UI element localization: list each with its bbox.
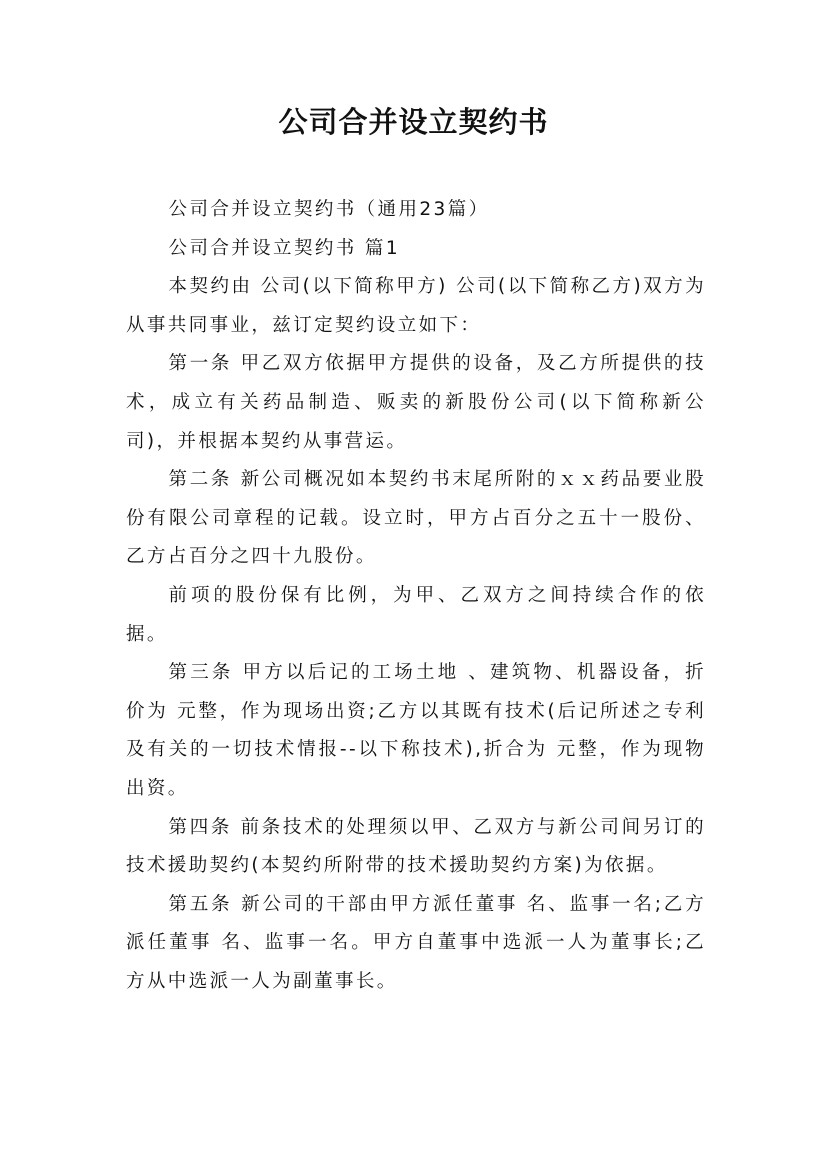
article-4-paragraph: 第四条 前条技术的处理须以甲、乙双方与新公司间另订的技术援助契约(本契约所附带的技术援助契约方案)为依据。: [126, 816, 706, 877]
article-3-paragraph: 第三条 甲方以后记的工场土地 、建筑物、机器设备，折价为 元整，作为现场出资;乙方以其既有技术(后记所述之专利及有关的一切技术情报--以下称技术),折合为 元整，作为现物出资。: [126, 662, 706, 799]
intro-paragraph: 本契约由 公司(以下简称甲方) 公司(以下简称乙方)双方为从事共同事业，兹订定契约设立如下：: [126, 276, 706, 336]
document-body: [126, 191, 706, 1001]
document-title: 公司合并设立契约书: [278, 105, 549, 139]
article-2-paragraph: 第二条 新公司概况如本契约书末尾所附的ｘｘ药品要业股份有限公司章程的记载。设立时，甲方占百分之五十一股份、乙方占百分之四十九股份。: [126, 469, 706, 568]
subtitle-paragraph: 公司合并设立契约书（通用23篇）: [168, 199, 490, 220]
article-1-paragraph: 第一条 甲乙双方依据甲方提供的设备，及乙方所提供的技术，成立有关药品制造、贩卖的新股份公司(以下简称新公司)，并根据本契约从事营运。: [126, 353, 706, 452]
section-heading: 公司合并设立契约书 篇1: [168, 237, 400, 259]
article-5-paragraph: 第五条 新公司的干部由甲方派任董事 名、监事一名;乙方派任董事 名、监事一名。甲方自董事中选派一人为董事长;乙方从中选派一人为副董事长。: [126, 893, 706, 992]
article-2-continuation: 前项的股份保有比例，为甲、乙双方之间持续合作的依据。: [126, 584, 706, 645]
